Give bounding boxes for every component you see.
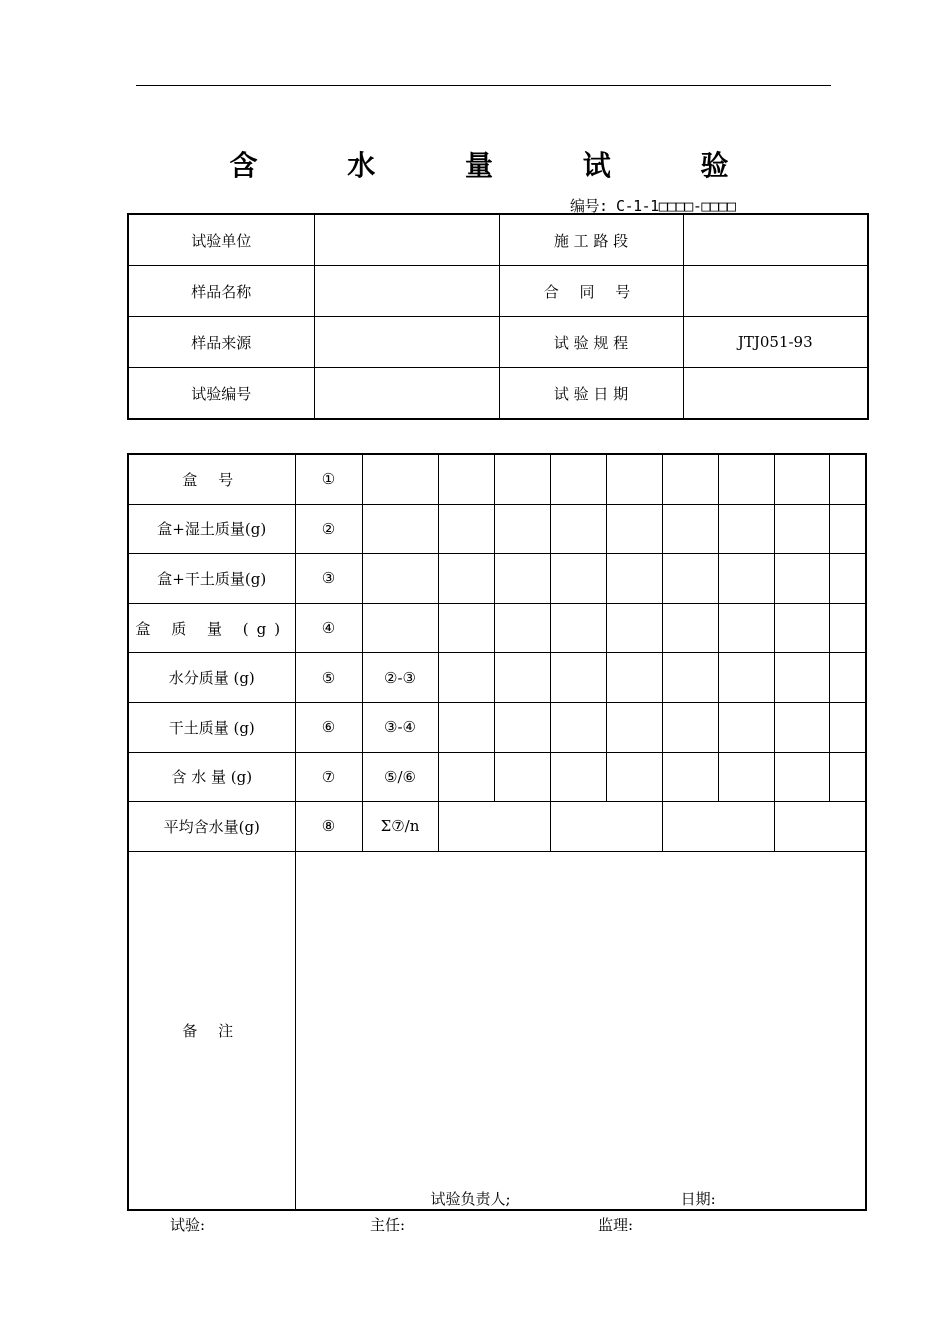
row-number: ③ [295,554,362,604]
data-cell[interactable] [362,554,438,604]
row-number: ① [295,454,362,504]
data-cell[interactable] [494,702,550,752]
average-cell[interactable] [438,802,550,852]
data-cell[interactable] [662,504,718,554]
test-date-value[interactable] [683,368,868,420]
data-cell[interactable] [494,603,550,653]
data-cell[interactable] [774,603,829,653]
row-box-dry-soil [128,554,866,604]
data-cell[interactable] [438,554,494,604]
sample-source-label: 样品来源 [128,317,314,368]
average-cell[interactable] [662,802,774,852]
row-formula: Σ⑦/n [362,802,438,852]
test-no-value[interactable] [314,368,499,420]
row-water-mass [128,653,866,703]
row-average-moisture [128,802,866,852]
data-cell[interactable] [774,702,829,752]
supervisor-label: 监理: [598,1216,634,1234]
data-cell[interactable] [438,454,494,504]
data-cell[interactable] [606,554,662,604]
row-label: 平均含水量(g) [128,802,295,852]
data-cell[interactable] [829,454,866,504]
row-label: 干土质量 (g) [128,702,295,752]
row-formula: ③-④ [362,702,438,752]
responsible-label: 试验负责人; [430,1189,511,1208]
data-cell[interactable] [494,554,550,604]
data-cell[interactable] [362,504,438,554]
moisture-table [127,453,867,1211]
data-cell[interactable] [606,454,662,504]
data-cell[interactable] [494,752,550,802]
unit-value[interactable] [314,214,499,266]
data-cell[interactable] [606,653,662,703]
data-cell[interactable] [718,702,774,752]
data-cell[interactable] [550,702,606,752]
data-cell[interactable] [774,653,829,703]
data-cell[interactable] [494,653,550,703]
data-cell[interactable] [550,653,606,703]
data-cell[interactable] [774,752,829,802]
data-cell[interactable] [438,603,494,653]
sign-line [431,1188,886,1209]
contract-label: 合 同 号 [499,266,683,317]
data-cell[interactable] [774,504,829,554]
data-cell[interactable] [718,752,774,802]
sample-name-label: 样品名称 [128,266,314,317]
data-cell[interactable] [362,454,438,504]
row-moisture-content [128,752,866,802]
data-cell[interactable] [718,454,774,504]
tester-label: 试验: [170,1216,206,1234]
data-cell[interactable] [774,554,829,604]
sign-date-label: 日期: [680,1189,716,1208]
row-box-number [128,454,866,504]
remarks-label: 备 注 [128,851,295,1210]
row-remarks [128,851,866,1210]
data-cell[interactable] [550,752,606,802]
data-cell[interactable] [362,603,438,653]
row-number: ④ [295,603,362,653]
row-number: ⑥ [295,702,362,752]
average-cell[interactable] [550,802,662,852]
sample-source-value[interactable] [314,317,499,368]
sample-name-value[interactable] [314,266,499,317]
data-cell[interactable] [606,752,662,802]
row-box-wet-soil [128,504,866,554]
data-cell[interactable] [550,454,606,504]
row-number: ⑧ [295,802,362,852]
row-formula: ②-③ [362,653,438,703]
road-value[interactable] [683,214,868,266]
contract-value[interactable] [683,266,868,317]
row-number: ② [295,504,362,554]
data-cell[interactable] [438,653,494,703]
test-no-label: 试验编号 [128,368,314,420]
test-date-label: 试 验 日 期 [499,368,683,420]
info-table [127,213,869,420]
row-label: 盒+干土质量(g) [128,554,295,604]
data-cell[interactable] [718,504,774,554]
data-cell[interactable] [662,653,718,703]
row-box-mass [128,603,866,653]
data-cell[interactable] [718,603,774,653]
data-cell[interactable] [829,603,866,653]
data-cell[interactable] [829,752,866,802]
top-rule [136,85,831,86]
data-cell[interactable] [662,603,718,653]
row-label: 盒 质 量 (g) [128,603,295,653]
data-cell[interactable] [718,653,774,703]
data-cell[interactable] [662,454,718,504]
data-cell[interactable] [829,702,866,752]
average-cell[interactable] [774,802,866,852]
row-number: ⑦ [295,752,362,802]
data-cell[interactable] [829,554,866,604]
procedure-value: JTJ051-93 [683,317,868,368]
data-cell[interactable] [606,504,662,554]
row-label: 含 水 量 (g) [128,752,295,802]
data-cell[interactable] [438,504,494,554]
document-code: 编号: C-1-1□□□□-□□□□ [570,197,736,215]
data-cell[interactable] [662,554,718,604]
row-label: 盒 号 [128,454,295,504]
data-cell[interactable] [606,702,662,752]
procedure-label: 试 验 规 程 [499,317,683,368]
road-label: 施 工 路 段 [499,214,683,266]
row-label: 水分质量 (g) [128,653,295,703]
data-cell[interactable] [494,454,550,504]
data-cell[interactable] [550,603,606,653]
row-formula: ⑤/⑥ [362,752,438,802]
data-cell[interactable] [494,504,550,554]
row-dry-soil-mass [128,702,866,752]
data-cell[interactable] [718,554,774,604]
data-cell[interactable] [829,653,866,703]
director-label: 主任: [370,1216,406,1234]
data-cell[interactable] [606,603,662,653]
data-cell[interactable] [438,702,494,752]
data-cell[interactable] [438,752,494,802]
unit-label: 试验单位 [128,214,314,266]
row-number: ⑤ [295,653,362,703]
data-cell[interactable] [662,752,718,802]
row-label: 盒+湿土质量(g) [128,504,295,554]
data-cell[interactable] [550,504,606,554]
data-cell[interactable] [550,554,606,604]
data-cell[interactable] [774,454,829,504]
data-cell[interactable] [829,504,866,554]
data-cell[interactable] [662,702,718,752]
page-title: 含 水 量 试 验 [229,149,769,182]
remarks-area[interactable] [295,851,866,1210]
